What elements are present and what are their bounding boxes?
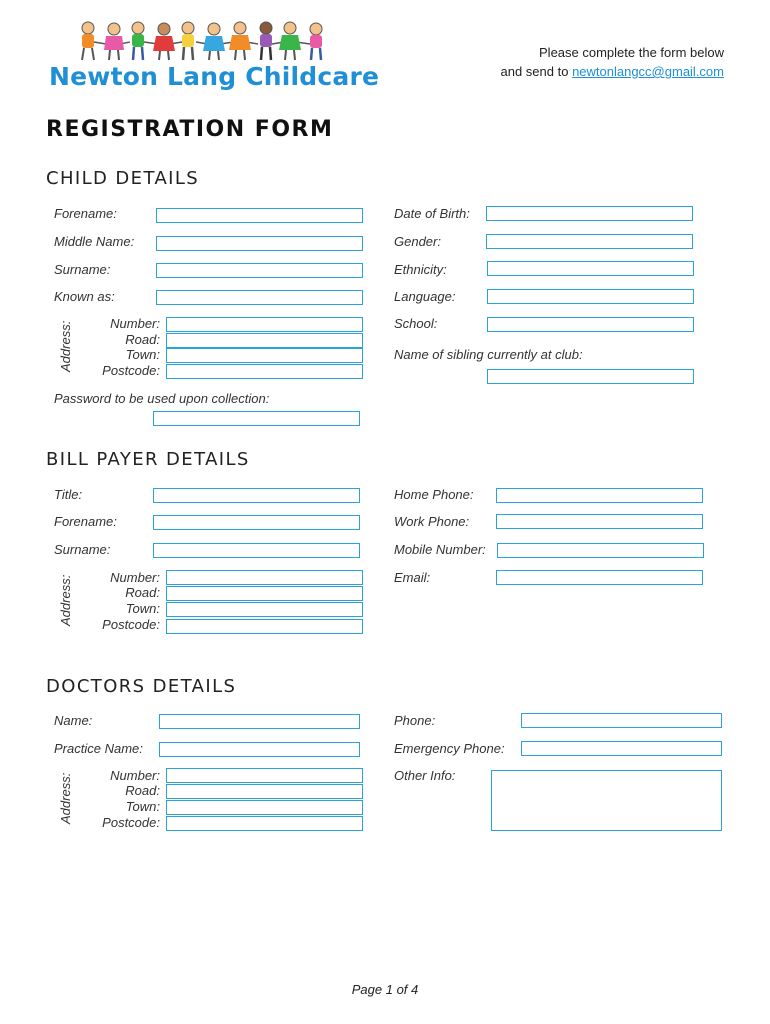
doctor-address-town-input[interactable] — [166, 800, 363, 815]
emergency-phone-input[interactable] — [521, 741, 722, 756]
child-surname-input[interactable] — [156, 263, 363, 278]
bill-address-town-input[interactable] — [166, 602, 363, 617]
child-language-input[interactable] — [487, 289, 694, 304]
bill-address-road-label: Road: — [125, 585, 160, 600]
doctor-address-number-label: Number: — [110, 768, 160, 783]
bill-address-postcode-input[interactable] — [166, 619, 363, 634]
intro-line-2 — [501, 62, 725, 81]
bill-work-phone-label: Work Phone: — [394, 514, 470, 529]
child-middle-name-label: Middle Name: — [54, 234, 135, 249]
children-holding-hands-icon — [78, 20, 340, 64]
child-surname-label: Surname: — [54, 262, 111, 277]
child-address-side-label: Address: — [58, 320, 73, 372]
intro-text — [501, 43, 725, 81]
child-school-label: School: — [394, 316, 438, 331]
child-forename-label: Forename: — [54, 206, 117, 221]
page-number: Page 1 of 4 — [351, 982, 419, 997]
child-known-as-label: Known as: — [54, 289, 115, 304]
doctor-address-road-label: Road: — [125, 783, 160, 798]
bill-payer-heading: BILL PAYER DETAILS — [46, 449, 250, 470]
bill-mobile-input[interactable] — [497, 543, 704, 558]
bill-email-input[interactable] — [496, 570, 703, 585]
bill-title-label: Title: — [54, 487, 83, 502]
other-info-label: Other Info: — [394, 768, 456, 783]
bill-address-road-input[interactable] — [166, 586, 363, 601]
child-address-town-input[interactable] — [166, 348, 363, 363]
bill-address-postcode-label: Postcode: — [102, 617, 160, 632]
bill-email-label: Email: — [394, 570, 431, 585]
child-school-input[interactable] — [487, 317, 694, 332]
doctor-address-side-label: Address: — [58, 772, 73, 824]
doctor-address-town-label: Town: — [125, 799, 160, 814]
doctors-heading: DOCTORS DETAILS — [46, 676, 237, 697]
bill-home-phone-label: Home Phone: — [394, 487, 474, 502]
child-gender-input[interactable] — [486, 234, 693, 249]
child-address-number-input[interactable] — [166, 317, 363, 332]
child-address-postcode-input[interactable] — [166, 364, 363, 379]
bill-forename-label: Forename: — [54, 514, 117, 529]
email-link[interactable]: newtonlangcc@gmail.com — [572, 64, 724, 79]
collection-password-label: Password to be used upon collection: — [54, 391, 270, 406]
child-gender-label: Gender: — [394, 234, 441, 249]
doctor-name-input[interactable] — [159, 714, 360, 729]
child-middle-name-input[interactable] — [156, 236, 363, 251]
collection-password-input[interactable] — [153, 411, 360, 426]
intro-prefix: and send to — [500, 64, 573, 79]
doctor-phone-label: Phone: — [394, 713, 436, 728]
doctor-address-road-input[interactable] — [166, 784, 363, 799]
child-dob-label: Date of Birth: — [394, 206, 470, 221]
intro-line-1: Please complete the form below — [539, 45, 724, 60]
child-details-heading: CHILD DETAILS — [46, 168, 200, 189]
doctor-address-number-input[interactable] — [166, 768, 363, 783]
child-address-number-label: Number: — [110, 316, 160, 331]
child-address-road-input[interactable] — [166, 333, 363, 348]
bill-surname-label: Surname: — [54, 542, 111, 557]
bill-address-number-label: Number: — [110, 570, 160, 585]
child-ethnicity-label: Ethnicity: — [394, 262, 447, 277]
child-sibling-input[interactable] — [487, 369, 694, 384]
bill-address-number-input[interactable] — [166, 570, 363, 585]
bill-surname-input[interactable] — [153, 543, 360, 558]
bill-mobile-label: Mobile Number: — [394, 542, 486, 557]
emergency-phone-label: Emergency Phone: — [394, 741, 505, 756]
bill-forename-input[interactable] — [153, 515, 360, 530]
practice-name-label: Practice Name: — [54, 741, 143, 756]
brand-name: Newton Lang Childcare — [49, 62, 380, 91]
bill-address-side-label: Address: — [58, 574, 73, 626]
child-language-label: Language: — [394, 289, 456, 304]
bill-work-phone-input[interactable] — [496, 514, 703, 529]
bill-title-input[interactable] — [153, 488, 360, 503]
child-address-town-label: Town: — [125, 347, 160, 362]
child-ethnicity-input[interactable] — [487, 261, 694, 276]
other-info-textarea[interactable] — [491, 770, 722, 831]
bill-address-town-label: Town: — [125, 601, 160, 616]
bill-home-phone-input[interactable] — [496, 488, 703, 503]
practice-name-input[interactable] — [159, 742, 360, 757]
doctor-phone-input[interactable] — [521, 713, 722, 728]
child-address-postcode-label: Postcode: — [102, 363, 160, 378]
doctor-address-postcode-input[interactable] — [166, 816, 363, 831]
child-address-road-label: Road: — [125, 332, 160, 347]
child-dob-input[interactable] — [486, 206, 693, 221]
child-known-as-input[interactable] — [156, 290, 363, 305]
doctor-name-label: Name: — [54, 713, 93, 728]
form-title: REGISTRATION FORM — [46, 117, 334, 142]
child-sibling-label: Name of sibling currently at club: — [394, 347, 583, 362]
doctor-address-postcode-label: Postcode: — [102, 815, 160, 830]
child-forename-input[interactable] — [156, 208, 363, 223]
